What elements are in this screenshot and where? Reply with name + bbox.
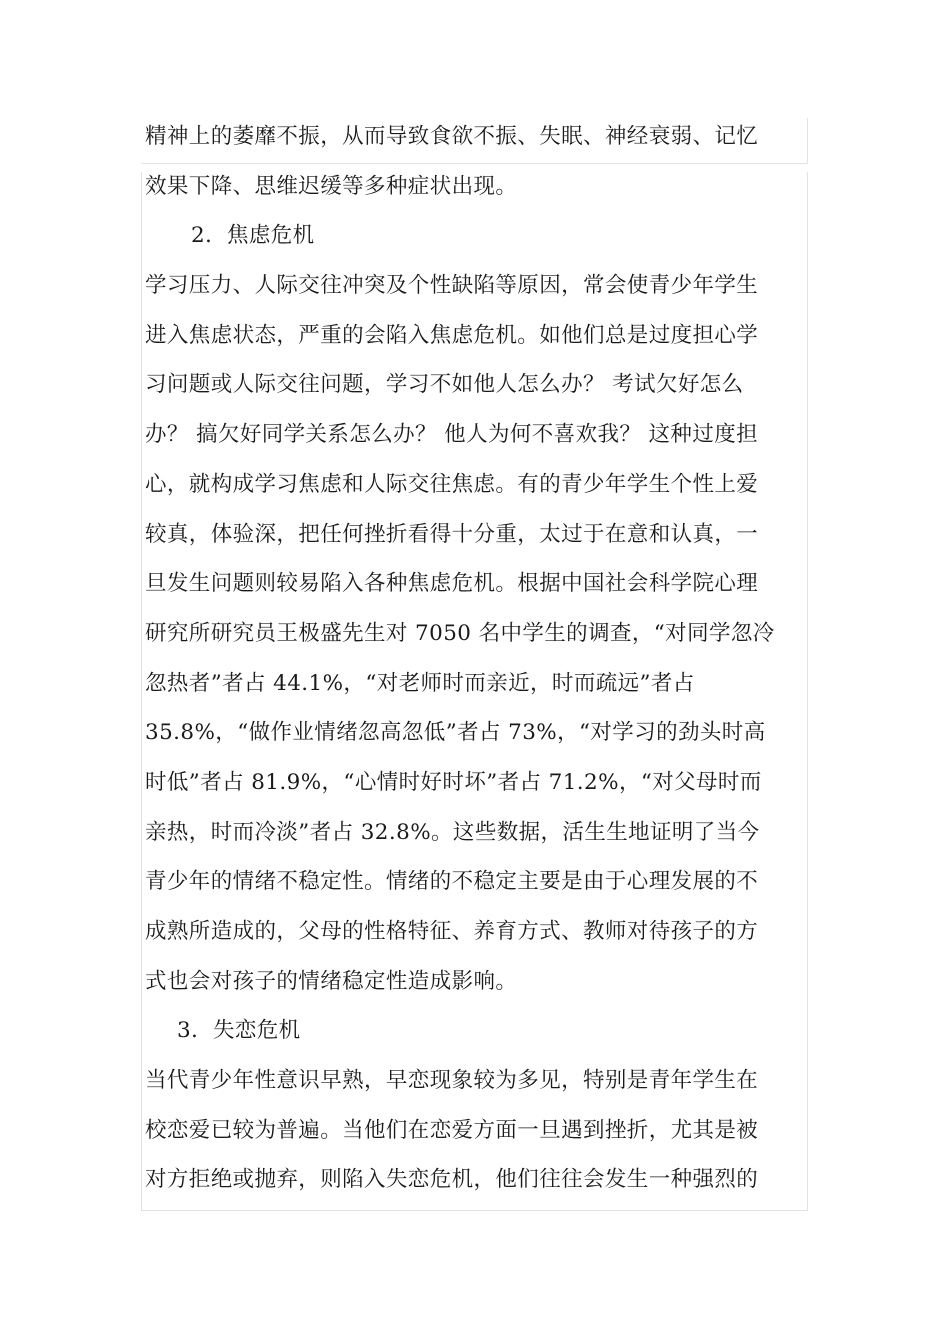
body-line: 当代青少年性意识早熟，早恋现象较为多见，特别是青年学生在 <box>145 1068 759 1094</box>
body-line: 亲热，时而冷淡”者占 32.8%。这些数据，活生生地证明了当今 <box>145 819 760 845</box>
body-line: 旦发生问题则较易陷入各种焦虑危机。根据中国社会科学院心理 <box>145 571 759 597</box>
body-line: 进入焦虑状态，严重的会陷入焦虑危机。如他们总是过度担心学 <box>145 322 759 348</box>
section-heading-anxiety: 2．焦虑危机 <box>191 223 315 249</box>
body-line: 习问题或人际交往问题，学习不如他人怎么办？ 考试欠好怎么 <box>145 372 744 398</box>
body-line: 对方拒绝或抛弃，则陷入失恋危机，他们往往会发生一种强烈的 <box>145 1167 759 1193</box>
body-line: 校恋爱已较为普遍。当他们在恋爱方面一旦遇到挫折，尤其是被 <box>145 1117 759 1143</box>
body-line: 较真，体验深，把任何挫折看得十分重，太过于在意和认真，一 <box>145 521 759 547</box>
body-line: 学习压力、人际交往冲突及个性缺陷等原因，常会使青少年学生 <box>145 273 759 299</box>
body-line: 研究所研究员王极盛先生对 7050 名中学生的调查，“对同学忽冷 <box>145 620 775 646</box>
body-line: 效果下降、思维迟缓等多种症状出现。 <box>145 173 518 199</box>
body-line: 成熟所造成的，父母的性格特征、养育方式、教师对待孩子的方 <box>145 919 759 944</box>
body-line: 办？ 搞欠好同学关系怎么办？ 他人为何不喜欢我？ 这种过度担 <box>145 422 759 448</box>
body-line: 时低”者占 81.9%，“心情时好时坏”者占 71.2%，“对父母时而 <box>145 769 762 795</box>
document-body <box>145 112 805 1205</box>
body-line: 青少年的情绪不稳定性。情绪的不稳定主要是由于心理发展的不 <box>145 869 759 895</box>
section-heading-heartbreak: 3．失恋危机 <box>177 1018 301 1044</box>
body-line: 精神上的萎靡不振，从而导致食欲不振、失眠、神经衰弱、记忆 <box>145 124 759 149</box>
body-line: 式也会对孩子的情绪稳定性造成影响。 <box>145 968 518 994</box>
body-line: 忽热者”者占 44.1%，“对老师时而亲近，时而疏远”者占 <box>145 670 695 696</box>
body-line: 35.8%，“做作业情绪忽高忽低”者占 73%，“对学习的劲头时高 <box>145 720 766 746</box>
body-line: 心，就构成学习焦虑和人际交往焦虑。有的青少年学生个性上爱 <box>145 471 759 497</box>
